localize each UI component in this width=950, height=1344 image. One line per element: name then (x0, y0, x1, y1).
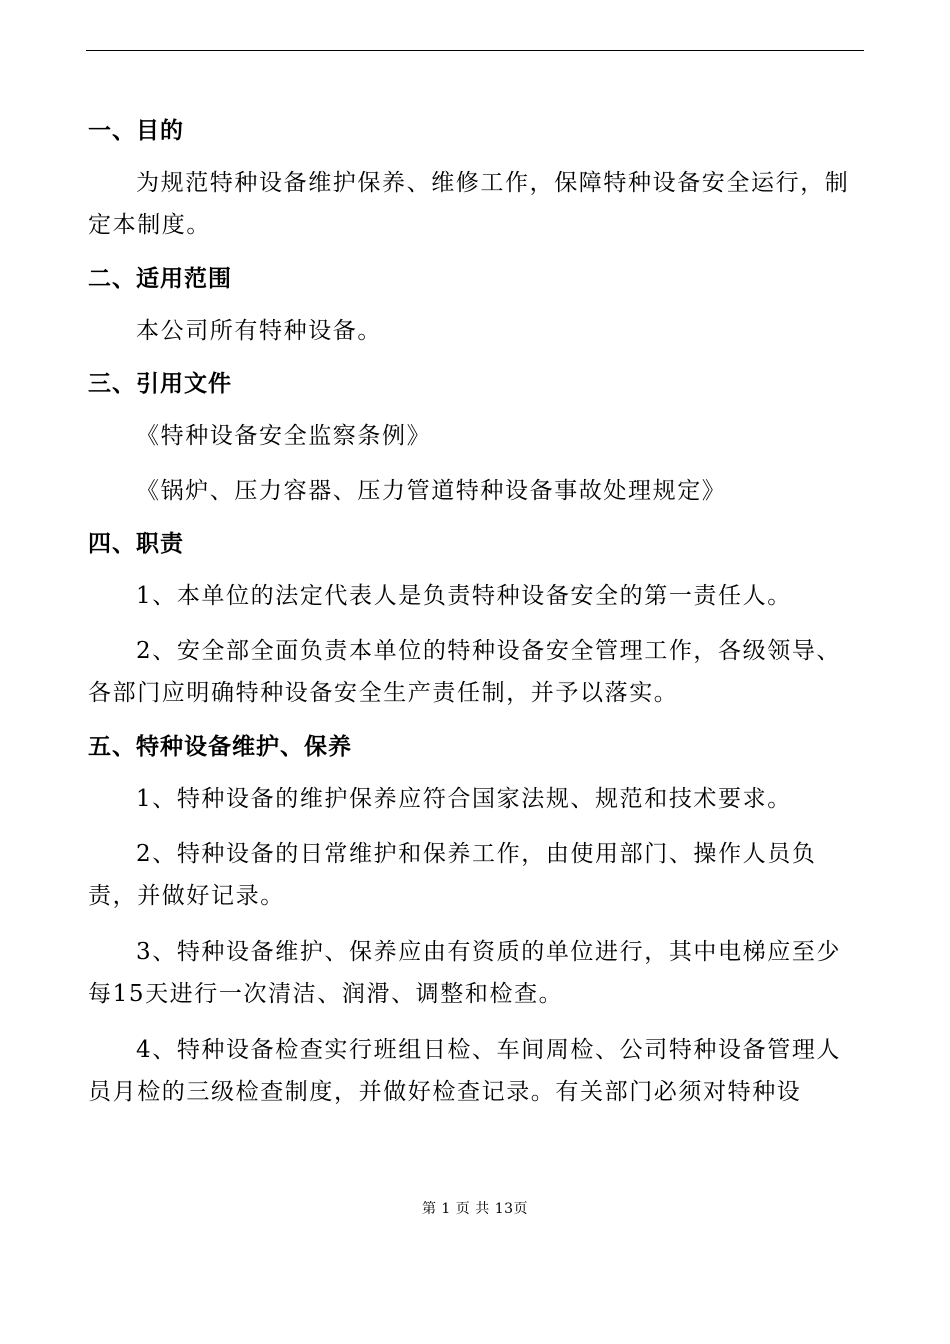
page-footer: 第 1 页 共 13页 (421, 1201, 529, 1217)
section-heading-maintenance: 五、特种设备维护、保养 (88, 734, 352, 760)
document-body (88, 112, 854, 1127)
paragraph-maintenance-1: 1、特种设备的维护保养应符合国家法规、规范和技术要求。 (136, 786, 792, 812)
section-heading-scope: 二、适用范围 (88, 266, 232, 292)
paragraph-purpose: 为规范特种设备维护保养、维修工作，保障特种设备安全运行，制定本制度。 (88, 170, 850, 238)
paragraph-maintenance-2: 2、特种设备的日常维护和保养工作，由使用部门、操作人员负责，并做好记录。 (88, 841, 817, 909)
header-rule (86, 50, 864, 51)
section-heading-references: 三、引用文件 (88, 371, 232, 397)
section-heading-responsibilities: 四、职责 (88, 531, 184, 557)
paragraph-responsibility-1: 1、本单位的法定代表人是负责特种设备安全的第一责任人。 (136, 583, 792, 609)
paragraph-maintenance-4: 4、特种设备检查实行班组日检、车间周检、公司特种设备管理人员月检的三级检查制度，并做好检查记录。有关部门必须对特种设 (88, 1037, 842, 1105)
paragraph-reference-2: 《锅炉、压力容器、压力管道特种设备事故处理规定》 (136, 478, 727, 504)
paragraph-reference-1: 《特种设备安全监察条例》 (136, 423, 432, 449)
section-heading-purpose: 一、目的 (88, 118, 184, 144)
paragraph-scope: 本公司所有特种设备。 (136, 318, 382, 344)
paragraph-maintenance-3: 3、特种设备维护、保养应由有资质的单位进行，其中电梯应至少每15天进行一次清洁、润滑、调整和检查。 (88, 939, 842, 1007)
paragraph-responsibility-2: 2、安全部全面负责本单位的特种设备安全管理工作，各级领导、各部门应明确特种设备安全生产责任制，并予以落实。 (88, 638, 842, 706)
